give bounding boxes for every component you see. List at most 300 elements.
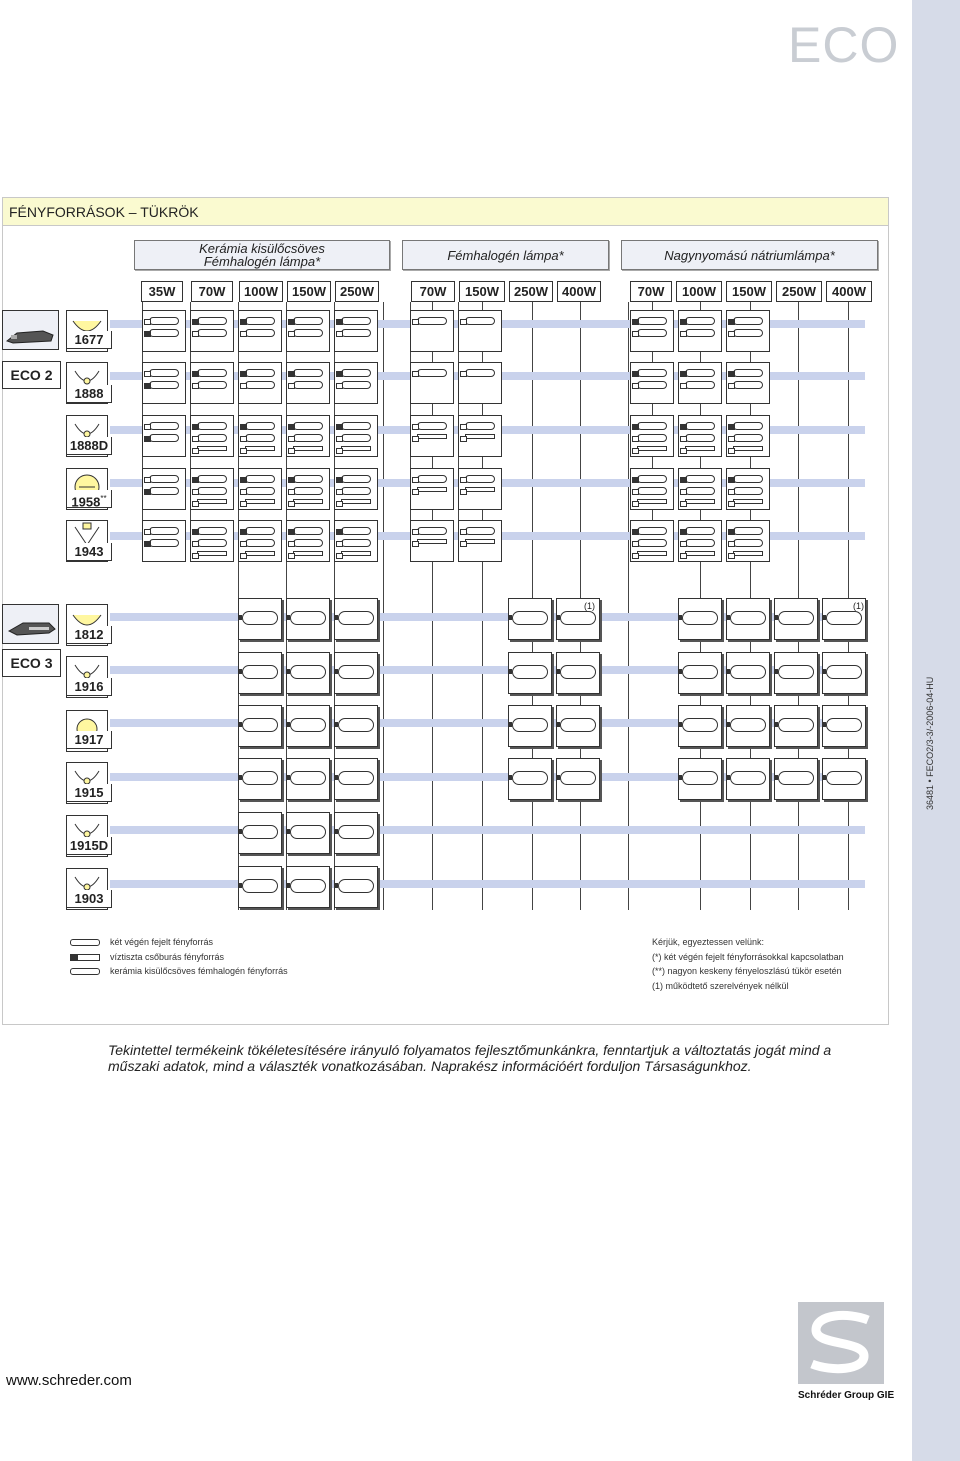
lamp-icon bbox=[245, 369, 275, 377]
note-line: (**) nagyon keskeny fényeloszlású tükör esetén bbox=[652, 966, 842, 976]
side-band bbox=[912, 0, 960, 1461]
reflector-code: 1903 bbox=[66, 890, 112, 908]
lamp-icon bbox=[417, 475, 447, 483]
lamp-icon bbox=[637, 434, 667, 442]
lamp-icon bbox=[242, 611, 278, 625]
wattage-cell: 250W bbox=[776, 281, 822, 302]
lamp-icon bbox=[637, 329, 667, 337]
document-reference: 36481 • FECO2/3-3/-2006-04-HU bbox=[925, 676, 935, 810]
lamp-icon bbox=[730, 718, 766, 732]
lamp-cell bbox=[508, 598, 552, 640]
lamp-icon bbox=[826, 718, 862, 732]
lamp-icon bbox=[293, 539, 323, 547]
lamp-icon bbox=[685, 434, 715, 442]
wattage-cell: 400W bbox=[557, 281, 601, 302]
lamp-icon bbox=[245, 487, 275, 495]
lamp-cell bbox=[334, 520, 378, 562]
lamp-icon bbox=[245, 499, 275, 504]
lamp-cell bbox=[238, 705, 282, 747]
note-line: Kérjük, egyeztessen velünk: bbox=[652, 937, 765, 947]
lamp-icon bbox=[637, 527, 667, 535]
lamp-cell bbox=[678, 520, 722, 562]
reflector-code: 1677 bbox=[66, 331, 112, 349]
lamp-icon bbox=[245, 381, 275, 389]
row-bar bbox=[110, 826, 865, 834]
lamp-icon bbox=[730, 665, 766, 679]
lamp-cell bbox=[556, 758, 600, 800]
lamp-icon bbox=[197, 381, 227, 389]
lamp-icon bbox=[338, 665, 374, 679]
brand-title: ECO bbox=[788, 17, 900, 73]
lamp-cell bbox=[726, 705, 770, 747]
wattage-cell: 150W bbox=[726, 281, 772, 302]
lamp-icon bbox=[637, 475, 667, 483]
lamp-icon bbox=[685, 329, 715, 337]
note-marker: (1) bbox=[584, 601, 595, 611]
lamp-icon bbox=[685, 487, 715, 495]
lamp-icon bbox=[338, 718, 374, 732]
lamp-cell bbox=[726, 362, 770, 404]
lamp-icon bbox=[733, 381, 763, 389]
lamp-icon bbox=[197, 329, 227, 337]
lamp-icon bbox=[682, 665, 718, 679]
lamp-cell bbox=[556, 652, 600, 694]
lamp-cell bbox=[678, 652, 722, 694]
lamp-icon bbox=[417, 487, 447, 492]
ceramic-lamp-icon bbox=[70, 968, 100, 975]
lamp-icon bbox=[417, 422, 447, 430]
lamp-icon bbox=[685, 527, 715, 535]
lamp-icon bbox=[465, 475, 495, 483]
lamp-cell bbox=[822, 705, 866, 747]
lamp-icon bbox=[733, 446, 763, 451]
lamp-icon bbox=[341, 446, 371, 451]
disclaimer-text: Tekintettel termékeink tökéletesítésére irányuló folyamatos fejlesztőmunkánkra, fenntartjuk a változtatás jogát mind a műszaki adatok, mind a választék vonatkozásában. Naprakész információért forduljon Társaságunkhoz. bbox=[108, 1042, 832, 1074]
lamp-icon bbox=[341, 317, 371, 325]
luminaire-group-eco2: ECO 2 bbox=[2, 361, 61, 389]
reflector-sup: ** bbox=[100, 494, 107, 503]
lamp-cell bbox=[238, 310, 282, 352]
wattage-cell: 70W bbox=[630, 281, 672, 302]
group-ceramic-metal-halide: Kerámia kisülőcsöves Fémhalogén lámpa* bbox=[134, 240, 390, 270]
lamp-cell bbox=[286, 866, 330, 908]
lamp-cell bbox=[286, 310, 330, 352]
lamp-cell bbox=[726, 415, 770, 457]
lamp-cell bbox=[286, 520, 330, 562]
lamp-cell bbox=[286, 362, 330, 404]
lamp-cell bbox=[190, 310, 234, 352]
lamp-icon bbox=[685, 551, 715, 556]
lamp-icon bbox=[733, 329, 763, 337]
lamp-cell bbox=[774, 705, 818, 747]
group-metal-halide: Fémhalogén lámpa* bbox=[402, 240, 609, 270]
lamp-icon bbox=[245, 434, 275, 442]
lamp-cell bbox=[142, 362, 186, 404]
lamp-icon bbox=[242, 771, 278, 785]
reflector-code: 1915D bbox=[66, 837, 112, 855]
lamp-cell bbox=[286, 705, 330, 747]
reflector-code: 1917 bbox=[66, 731, 112, 749]
lamp-cell bbox=[334, 310, 378, 352]
lamp-icon bbox=[149, 381, 179, 389]
reflector-code: 1943 bbox=[66, 543, 112, 561]
lamp-icon bbox=[149, 317, 179, 325]
lamp-icon bbox=[293, 369, 323, 377]
lamp-cell bbox=[334, 758, 378, 800]
lamp-cell bbox=[630, 362, 674, 404]
lamp-cell bbox=[678, 705, 722, 747]
lamp-icon bbox=[245, 551, 275, 556]
lamp-cell bbox=[238, 415, 282, 457]
lamp-icon bbox=[245, 446, 275, 451]
lamp-icon bbox=[293, 551, 323, 556]
lamp-icon bbox=[685, 381, 715, 389]
legend-item: kerámia kisülőcsöves fémhalogén fényforrás bbox=[110, 966, 288, 976]
lamp-icon bbox=[733, 434, 763, 442]
lamp-icon bbox=[685, 475, 715, 483]
lamp-icon bbox=[682, 611, 718, 625]
lamp-cell bbox=[238, 866, 282, 908]
lamp-icon bbox=[197, 475, 227, 483]
lamp-icon bbox=[685, 499, 715, 504]
lamp-cell bbox=[774, 652, 818, 694]
lamp-icon bbox=[197, 422, 227, 430]
lamp-icon bbox=[512, 665, 548, 679]
lamp-icon bbox=[733, 475, 763, 483]
lamp-icon bbox=[149, 369, 179, 377]
lamp-icon bbox=[341, 499, 371, 504]
lamp-icon bbox=[149, 487, 179, 495]
lamp-cell bbox=[190, 362, 234, 404]
clear-tube-lamp-icon bbox=[70, 954, 100, 961]
lamp-icon bbox=[293, 381, 323, 389]
note-line: (1) működtető szerelvények nélkül bbox=[652, 981, 789, 991]
lamp-icon bbox=[245, 329, 275, 337]
lamp-cell bbox=[774, 598, 818, 640]
lamp-icon bbox=[685, 422, 715, 430]
lamp-icon bbox=[465, 487, 495, 492]
column-line bbox=[628, 302, 629, 910]
lamp-cell bbox=[334, 468, 378, 510]
lamp-icon bbox=[197, 446, 227, 451]
lamp-icon bbox=[149, 422, 179, 430]
lamp-cell bbox=[238, 520, 282, 562]
lamp-icon bbox=[338, 825, 374, 839]
lamp-cell bbox=[508, 705, 552, 747]
lamp-cell bbox=[334, 598, 378, 640]
wattage-cell: 70W bbox=[411, 281, 455, 302]
lamp-icon bbox=[341, 329, 371, 337]
lamp-icon bbox=[149, 475, 179, 483]
lamp-icon bbox=[465, 422, 495, 430]
lamp-icon bbox=[197, 499, 227, 504]
lamp-icon bbox=[682, 771, 718, 785]
lamp-icon bbox=[197, 551, 227, 556]
lamp-icon bbox=[733, 527, 763, 535]
row-bar bbox=[110, 880, 865, 888]
lamp-icon bbox=[341, 369, 371, 377]
company-name: Schréder Group GIE bbox=[798, 1390, 895, 1401]
lamp-cell bbox=[286, 415, 330, 457]
lamp-cell bbox=[410, 362, 454, 404]
lamp-icon bbox=[293, 499, 323, 504]
lamp-cell bbox=[334, 362, 378, 404]
website-link[interactable]: www.schreder.com bbox=[6, 1372, 132, 1389]
lamp-icon bbox=[637, 369, 667, 377]
wattage-cell: 70W bbox=[191, 281, 233, 302]
lamp-cell bbox=[726, 468, 770, 510]
lamp-cell bbox=[286, 468, 330, 510]
lamp-cell bbox=[238, 468, 282, 510]
lamp-icon bbox=[733, 422, 763, 430]
reflector-code: 1888D bbox=[66, 437, 112, 455]
lamp-icon bbox=[637, 487, 667, 495]
lamp-icon bbox=[338, 611, 374, 625]
lamp-icon bbox=[197, 527, 227, 535]
lamp-cell bbox=[678, 598, 722, 640]
lamp-icon bbox=[685, 446, 715, 451]
lamp-cell bbox=[630, 415, 674, 457]
reflector-code: 1915 bbox=[66, 784, 112, 802]
lamp-icon bbox=[293, 329, 323, 337]
lamp-cell bbox=[556, 705, 600, 747]
lamp-icon bbox=[733, 551, 763, 556]
lamp-cell bbox=[142, 468, 186, 510]
lamp-icon bbox=[290, 879, 326, 893]
lamp-icon bbox=[341, 539, 371, 547]
lamp-cell bbox=[190, 415, 234, 457]
lamp-icon bbox=[826, 611, 862, 625]
lamp-icon bbox=[465, 527, 495, 535]
lamp-cell bbox=[238, 758, 282, 800]
column-line bbox=[383, 302, 384, 910]
reflector-code: 1812 bbox=[66, 626, 112, 644]
lamp-cell bbox=[410, 468, 454, 510]
lamp-icon bbox=[682, 718, 718, 732]
lamp-icon bbox=[417, 317, 447, 325]
lamp-cell bbox=[458, 362, 502, 404]
lamp-icon bbox=[637, 539, 667, 547]
lamp-cell bbox=[726, 598, 770, 640]
section-title: FÉNYFORRÁSOK – TÜKRÖK bbox=[3, 198, 888, 226]
lamp-icon bbox=[149, 539, 179, 547]
lamp-icon bbox=[290, 718, 326, 732]
lamp-icon bbox=[560, 718, 596, 732]
reflector-code: 1916 bbox=[66, 678, 112, 696]
lamp-icon bbox=[417, 369, 447, 377]
lamp-cell bbox=[458, 415, 502, 457]
lamp-cell bbox=[410, 415, 454, 457]
lamp-icon bbox=[149, 434, 179, 442]
lamp-icon bbox=[826, 771, 862, 785]
lamp-cell bbox=[286, 812, 330, 854]
lamp-cell bbox=[334, 415, 378, 457]
lamp-cell bbox=[238, 598, 282, 640]
wattage-cell: 400W bbox=[826, 281, 872, 302]
lamp-cell bbox=[238, 812, 282, 854]
lamp-icon bbox=[465, 369, 495, 377]
lamp-icon bbox=[149, 527, 179, 535]
lamp-cell bbox=[774, 758, 818, 800]
lamp-cell bbox=[238, 652, 282, 694]
lamp-cell bbox=[630, 520, 674, 562]
lamp-icon bbox=[778, 611, 814, 625]
wattage-cell: 100W bbox=[239, 281, 283, 302]
lamp-icon bbox=[197, 434, 227, 442]
lamp-icon bbox=[293, 487, 323, 495]
lamp-icon bbox=[341, 551, 371, 556]
lamp-cell bbox=[726, 758, 770, 800]
lamp-cell bbox=[508, 758, 552, 800]
lamp-icon bbox=[341, 434, 371, 442]
lamp-icon bbox=[242, 665, 278, 679]
lamp-cell bbox=[142, 520, 186, 562]
lamp-cell bbox=[286, 598, 330, 640]
lamp-cell bbox=[726, 310, 770, 352]
group-sodium: Nagynyomású nátriumlámpa* bbox=[621, 240, 878, 270]
lamp-icon bbox=[293, 422, 323, 430]
lamp-cell bbox=[190, 520, 234, 562]
luminaire-group-eco3: ECO 3 bbox=[2, 649, 61, 677]
lamp-icon bbox=[290, 825, 326, 839]
lamp-icon bbox=[290, 611, 326, 625]
lamp-icon bbox=[637, 446, 667, 451]
lamp-icon bbox=[465, 434, 495, 439]
lamp-icon bbox=[417, 434, 447, 439]
reflector-code: 1888 bbox=[66, 385, 112, 403]
note-line: (*) két végén fejelt fényforrásokkal kapcsolatban bbox=[652, 952, 844, 962]
lamp-cell bbox=[726, 652, 770, 694]
lamp-cell bbox=[142, 310, 186, 352]
lamp-icon bbox=[417, 527, 447, 535]
lamp-icon bbox=[245, 422, 275, 430]
lamp-icon bbox=[293, 317, 323, 325]
luminaire-eco3-image bbox=[2, 604, 59, 644]
lamp-icon bbox=[733, 369, 763, 377]
wattage-cell: 100W bbox=[676, 281, 722, 302]
lamp-icon bbox=[685, 539, 715, 547]
lamp-icon bbox=[245, 539, 275, 547]
lamp-cell bbox=[678, 310, 722, 352]
lamp-icon bbox=[417, 539, 447, 544]
lamp-icon bbox=[733, 487, 763, 495]
lamp-icon bbox=[242, 825, 278, 839]
lamp-icon bbox=[512, 771, 548, 785]
wattage-cell: 35W bbox=[141, 281, 183, 302]
lamp-cell bbox=[508, 652, 552, 694]
lamp-cell bbox=[458, 310, 502, 352]
lamp-cell bbox=[678, 362, 722, 404]
lamp-icon bbox=[341, 381, 371, 389]
lamp-icon bbox=[730, 611, 766, 625]
lamp-cell bbox=[678, 415, 722, 457]
double-ended-lamp-icon bbox=[70, 939, 100, 946]
lamp-icon bbox=[733, 539, 763, 547]
reflector-code-1958: 1958 bbox=[71, 494, 101, 510]
lamp-cell bbox=[630, 310, 674, 352]
lamp-icon bbox=[730, 771, 766, 785]
lamp-icon bbox=[197, 317, 227, 325]
lamp-icon bbox=[293, 527, 323, 535]
legend-item: két végén fejelt fényforrás bbox=[110, 937, 214, 947]
lamp-icon bbox=[245, 317, 275, 325]
lamp-icon bbox=[560, 665, 596, 679]
lamp-cell bbox=[678, 758, 722, 800]
lamp-icon bbox=[245, 475, 275, 483]
lamp-icon bbox=[245, 527, 275, 535]
lamp-icon bbox=[637, 317, 667, 325]
lamp-cell bbox=[238, 362, 282, 404]
lamp-icon bbox=[338, 771, 374, 785]
lamp-cell bbox=[334, 866, 378, 908]
lamp-icon bbox=[465, 317, 495, 325]
lamp-icon bbox=[637, 381, 667, 389]
lamp-icon bbox=[826, 665, 862, 679]
lamp-cell bbox=[190, 468, 234, 510]
luminaire-eco2-image bbox=[2, 310, 59, 350]
lamp-cell bbox=[458, 520, 502, 562]
legend-item: víztiszta csőburás fényforrás bbox=[110, 952, 225, 962]
lamp-icon bbox=[242, 718, 278, 732]
lamp-icon bbox=[733, 499, 763, 504]
lamp-icon bbox=[341, 422, 371, 430]
schreder-logo bbox=[798, 1302, 884, 1384]
lamp-icon bbox=[512, 718, 548, 732]
lamp-icon bbox=[685, 317, 715, 325]
wattage-cell: 150W bbox=[459, 281, 505, 302]
wattage-cell: 250W bbox=[335, 281, 379, 302]
lamp-icon bbox=[778, 771, 814, 785]
lamp-cell bbox=[334, 705, 378, 747]
lamp-icon bbox=[338, 879, 374, 893]
lamp-cell bbox=[334, 652, 378, 694]
lamp-cell bbox=[334, 812, 378, 854]
lamp-icon bbox=[149, 329, 179, 337]
lamp-cell bbox=[410, 310, 454, 352]
lamp-icon bbox=[293, 434, 323, 442]
lamp-cell bbox=[142, 415, 186, 457]
lamp-icon bbox=[197, 539, 227, 547]
lamp-icon bbox=[197, 487, 227, 495]
lamp-icon bbox=[290, 771, 326, 785]
lamp-cell bbox=[286, 652, 330, 694]
lamp-icon bbox=[290, 665, 326, 679]
lamp-icon bbox=[341, 475, 371, 483]
lamp-icon bbox=[341, 527, 371, 535]
lamp-icon bbox=[778, 665, 814, 679]
wattage-cell: 250W bbox=[509, 281, 553, 302]
lamp-icon bbox=[637, 422, 667, 430]
lamp-cell bbox=[458, 468, 502, 510]
lamp-icon bbox=[637, 499, 667, 504]
lamp-icon bbox=[197, 369, 227, 377]
lamp-cell bbox=[410, 520, 454, 562]
lamp-icon bbox=[560, 611, 596, 625]
lamp-icon bbox=[242, 879, 278, 893]
lamp-icon bbox=[685, 369, 715, 377]
lamp-icon bbox=[512, 611, 548, 625]
lamp-cell bbox=[286, 758, 330, 800]
lamp-icon bbox=[733, 317, 763, 325]
lamp-icon bbox=[560, 771, 596, 785]
lamp-cell bbox=[822, 652, 866, 694]
lamp-icon bbox=[293, 475, 323, 483]
lamp-icon bbox=[778, 718, 814, 732]
lamp-icon bbox=[341, 487, 371, 495]
lamp-cell bbox=[678, 468, 722, 510]
note-marker: (1) bbox=[853, 601, 864, 611]
lamp-cell bbox=[630, 468, 674, 510]
